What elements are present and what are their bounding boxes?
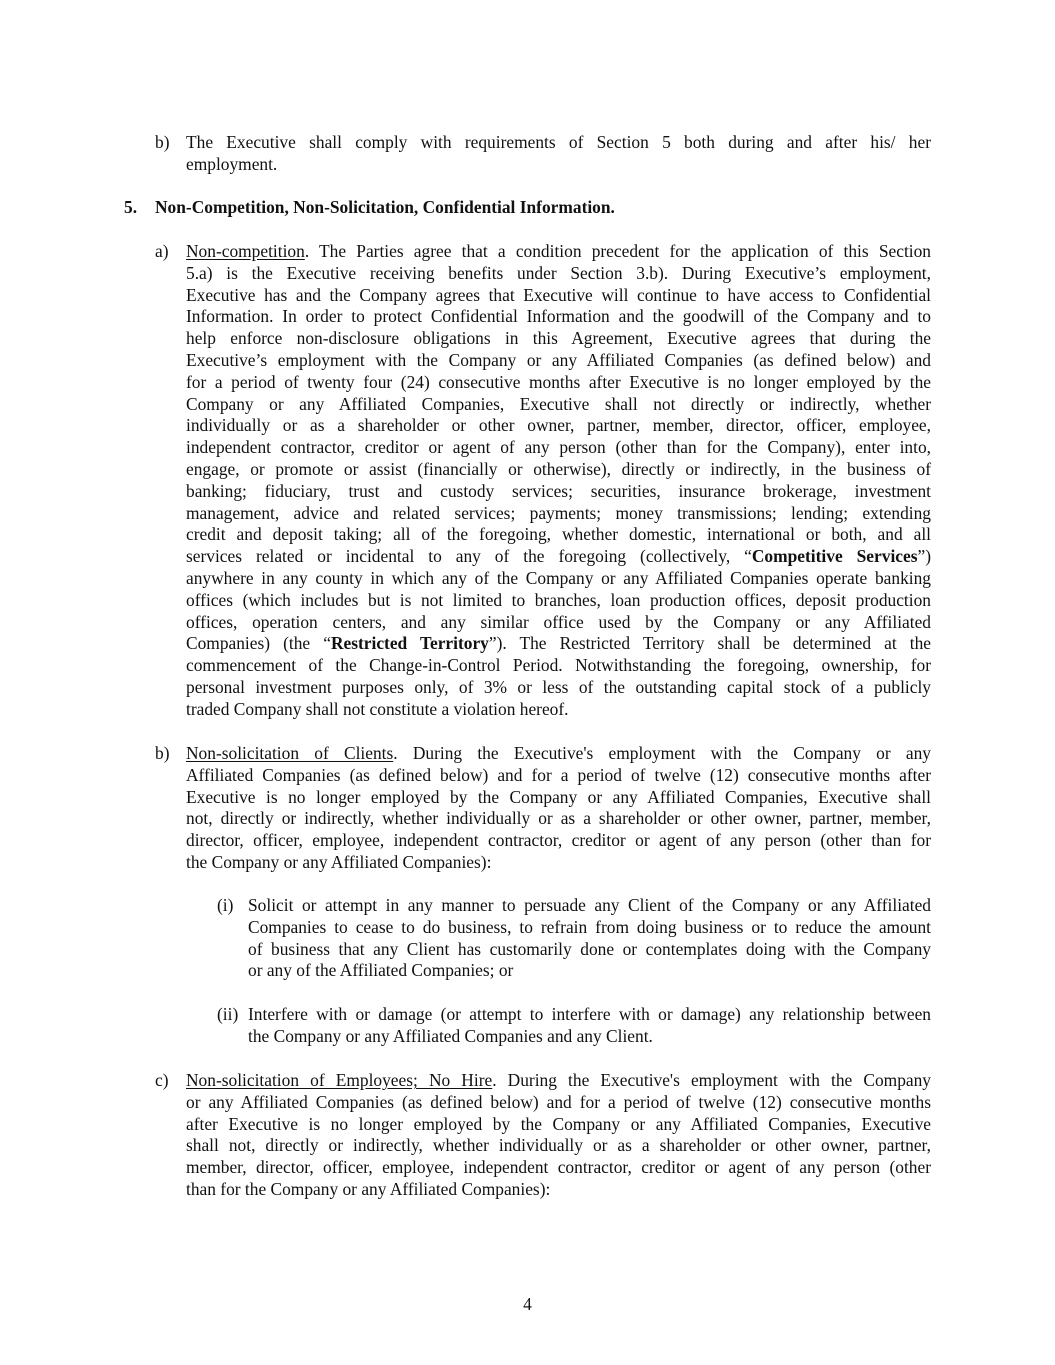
text-line: or any of the Affiliated Companies; or <box>248 960 514 981</box>
text-line: independent contractor, creditor or agent of any person (other than for the Company), enter into, <box>186 437 931 458</box>
defined-term-competitive-services: Competitive Services <box>751 546 918 567</box>
text-line: after Executive is no longer employed by the Company or any Affiliated Companies, Executive <box>186 1113 931 1134</box>
text-line: traded Company shall not constitute a violation hereof. <box>186 698 569 719</box>
clause-heading: Non-solicitation of Clients <box>186 743 394 763</box>
sub-list-marker: (ii) <box>217 1004 239 1024</box>
list-marker: b) <box>155 743 170 763</box>
text-line: Executive is no longer employed by the Company or any Affiliated Companies, Executive shall <box>186 786 931 807</box>
text-line: personal investment purposes only, of 3% or less of the outstanding capital stock of a publicly <box>186 676 931 697</box>
text-line: member, director, officer, employee, independent contractor, creditor or agent of any person (other <box>186 1157 931 1178</box>
text-line: not, directly or indirectly, whether individually or as a shareholder or other owner, partner, member, <box>186 808 931 829</box>
text-line: Executive’s employment with the Company or any Affiliated Companies (as defined below) and <box>186 349 931 370</box>
text-line: management, advice and related services; payments; money transmissions; lending; extending <box>186 502 931 523</box>
text-line: or any Affiliated Companies (as defined below) and for a period of twelve (12) consecutive months <box>186 1091 931 1112</box>
clause-heading: Non-competition <box>186 241 305 261</box>
text-line: Executive has and the Company agrees that Executive will continue to have access to Confidential <box>186 284 931 305</box>
text-line: services related or incidental to any of the foregoing (collectively, “Competitive Services”) <box>186 546 931 567</box>
text-line: shall not, directly or indirectly, whether individually or as a shareholder or other owner, partner, <box>186 1135 931 1156</box>
sub-list-marker: (i) <box>217 895 234 915</box>
text-line: the Company or any Affiliated Companies and any Client. <box>248 1025 653 1046</box>
list-marker: b) <box>155 132 170 152</box>
text-line: The Executive shall comply with requirements of Section 5 both during and after his/ her <box>186 132 931 152</box>
section-heading <box>124 197 615 219</box>
text-line: Information. In order to protect Confidential Information and the goodwill of the Company and to <box>186 306 931 327</box>
defined-term-restricted-territory: Restricted Territory <box>330 633 489 654</box>
text-line: offices, operation centers, and any similar office used by the Company or any Affiliated <box>186 611 931 632</box>
text-line: of business that any Client has customarily done or contemplates doing with the Company <box>248 938 931 959</box>
page-number: 4 <box>523 1294 532 1314</box>
text-line: Non-solicitation of Clients. During the Executive's employment with the Company or any <box>186 743 931 763</box>
text-line: credit and deposit taking; all of the foregoing, whether domestic, international or both, and all <box>186 524 931 545</box>
text-line: Solicit or attempt in any manner to persuade any Client of the Company or any Affiliated <box>248 895 931 915</box>
text-line: individually or as a shareholder or other owner, partner, member, director, officer, employee, <box>186 415 931 436</box>
text-line: than for the Company or any Affiliated Companies): <box>186 1178 551 1199</box>
section-number: 5. <box>124 197 138 217</box>
text-line: the Company or any Affiliated Companies): <box>186 851 492 872</box>
text-line: banking; fiduciary, trust and custody services; securities, insurance brokerage, investment <box>186 480 931 501</box>
list-marker: a) <box>155 241 169 261</box>
text-line: offices (which includes but is not limited to branches, loan production offices, deposit production <box>186 589 931 610</box>
text-line: anywhere in any county in which any of the Company or any Affiliated Companies operate banking <box>186 567 931 588</box>
section-title: Non-Competition, Non-Solicitation, Confidential Information. <box>155 197 615 217</box>
text-line: 5.a) is the Executive receiving benefits under Section 3.b). During Executive’s employment, <box>186 262 931 283</box>
sub-clause-i <box>248 895 931 982</box>
text-line: director, officer, employee, independent contractor, creditor or agent of any person (other than for <box>186 830 931 851</box>
sub-clause-ii <box>248 1004 931 1048</box>
text-line: Affiliated Companies (as defined below) and for a period of twelve (12) consecutive months after <box>186 764 931 785</box>
text-line: Companies) (the “Restricted Territory”). The Restricted Territory shall be determined at the <box>186 633 931 654</box>
text-line: Company or any Affiliated Companies, Executive shall not directly or indirectly, whether <box>186 393 931 414</box>
text-line: engage, or promote or assist (financially or otherwise), directly or indirectly, in the business of <box>186 458 931 479</box>
list-marker: c) <box>155 1070 169 1090</box>
text-line: employment. <box>186 153 278 174</box>
text-line: Non-competition. The Parties agree that a condition precedent for the application of this Section <box>186 241 931 261</box>
clause-heading: Non-solicitation of Employees; No Hire <box>186 1070 493 1090</box>
text-line: Interfere with or damage (or attempt to interfere with or damage) any relationship between <box>248 1004 931 1024</box>
text-line: Non-solicitation of Employees; No Hire. During the Executive's employment with the Company <box>186 1070 931 1090</box>
text-line: for a period of twenty four (24) consecutive months after Executive is no longer employed by the <box>186 371 931 392</box>
text-line: commencement of the Change-in-Control Period. Notwithstanding the foregoing, ownership, for <box>186 655 931 676</box>
text-line: Companies to cease to do business, to refrain from doing business or to reduce the amount <box>248 916 931 937</box>
text-line: help enforce non-disclosure obligations in this Agreement, Executive agrees that during the <box>186 328 931 349</box>
